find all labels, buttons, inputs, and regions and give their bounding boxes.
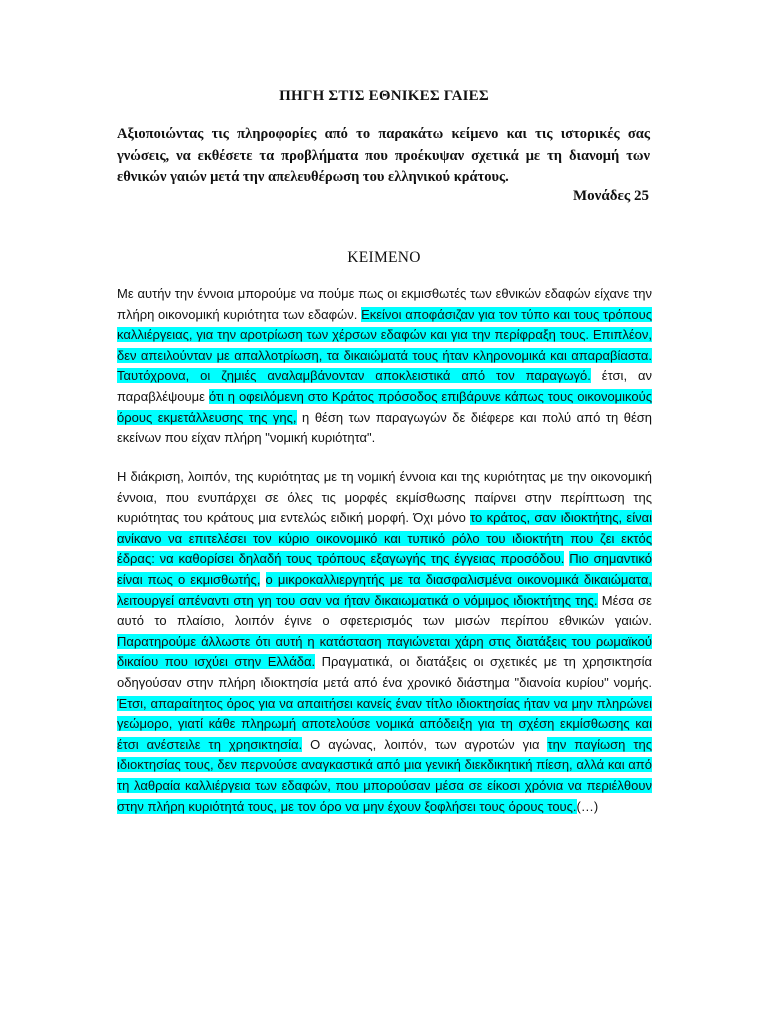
text-span: έτσι, αν παραβλέψουμε: [117, 368, 653, 404]
paragraph-2: [117, 467, 652, 817]
text-span: Η διάκριση, λοιπόν, της κυριότητας με τη νομική έννοια και της κυριότητας με την οικονομική έννοια, που ενυπάρχει σε όλες τις μορφές εκμίσθωσης παίρνει στην περίπτωση της κυριότητας του κράτους μια εντελώς ειδική μορφή. Όχι μόνο: [117, 469, 652, 526]
highlighted-text: το κράτος, σαν ιδιοκτήτης, είναι ανίκανο να επιτελέσει τον κύριο οικονομικό και τυπικό ρόλο του ιδιοκτήτη που ζει εκτός έδρας: να καθορίσει δηλαδή τους τρόπους εξαγωγής της έγγειας προσόδου.: [117, 510, 652, 567]
highlighted-text: Εκείνοι αποφάσιζαν για τον τύπο και τους τρόπους καλλιέργειας, για την αροτρίωση των χέρσων εδαφών και για την περίφραξη τους. Επιπλέον, δεν απειλούνταν με απαλλοτρίωση, τα δικαιώματά τους ήταν κληρονομικά και απαραβίαστα. Ταυτόχρονα, οι ζημιές αναλαμβάνονταν αποκλειστικά από τον παραγωγό.: [117, 306, 652, 384]
highlighted-text: Έτσι, απαραίτητος όρος για να απαιτήσει κανείς έναν τίτλο ιδιοκτησίας ήταν να μην πληρώνει γεώμορο, γιατί κάθε πληρωμή αποτελούσε νομικά απόδειξη για τη σχέση εκμίσθωσης και έτσι ανέστειλε τη χρησικτησία.: [117, 695, 652, 752]
highlighted-text: Παρατηρούμε άλλωστε ότι αυτή η κατάσταση παγιώνεται χάρη στις διατάξεις του ρωμαϊκού δικαίου που ισχύει στην Ελλάδα.: [117, 633, 652, 670]
task-instructions: Αξιοποιώντας τις πληροφορίες από το παρακάτω κείμενο και τις ιστορικές σας γνώσεις, να εκθέσετε τα προβλήματα που προέκυψαν σχετικά με τη διανομή των εθνικών γαιών μετά την απελευθέρωση του ελληνικού κράτους.: [117, 126, 650, 185]
text-span: η θέση των παραγωγών δε διέφερε και πολύ από τη θέση εκείνων που είχαν πλήρη "νομική κυριότητα".: [117, 409, 652, 446]
highlighted-text: Πιο σημαντικό είναι πως ο εκμισθωτής,: [117, 551, 652, 587]
paragraph-1: [117, 284, 652, 449]
text-span: (…): [576, 798, 599, 814]
source-heading: ΠΗΓΗ ΣΤΙΣ ΕΘΝΙΚΕΣ ΓΑΙΕΣ: [279, 88, 489, 104]
text-title: ΚΕΙΜΕΝΟ: [347, 249, 421, 266]
highlighted-text: ότι η οφειλόμενη στο Κράτος πρόσοδος επιβάρυνε κάπως τους οικονομικούς όρους εκμετάλλευσης της γης,: [117, 388, 652, 425]
text-span: Με αυτήν την έννοια μπορούμε να πούμε πως οι εκμισθωτές των εθνικών εδαφών είχανε την πλήρη οικονομική κυριότητα των εδαφών.: [117, 286, 652, 322]
text-span: Μέσα σε αυτό το πλαίσιο, λοιπόν έγινε ο σφετερισμός των μισών περίπου εθνικών γαιών.: [117, 592, 652, 629]
text-span: Πραγματικά, οι διατάξεις οι σχετικές με τη χρησικτησία οδηγούσαν στην πλήρη ιδιοκτησία μετά από ένα χρονικό διάστημα "διανοία κυρίου" νομής.: [117, 654, 652, 690]
highlighted-text: ο μικροκαλλιεργητής με τα διασφαλισμένα οικονομικά δικαιώματα, λειτουργεί απέναντι στη γη του σαν να ήταν δικαιωματικά ο νόμιμος ιδιοκτήτης της.: [117, 571, 652, 608]
marks-label: Μονάδες 25: [572, 188, 649, 204]
text-span: Ο αγώνας, λοιπόν, των αγροτών για: [302, 736, 548, 752]
highlighted-text: την παγίωση της ιδιοκτησίας τους, δεν περνούσε αναγκαστικά από μια γενική διεκδικητική πίεση, αλλά και από τη λαθραία καλλιέργεια των εδαφών, που μπορούσαν μέσα σε είκοσι χρόνια να περιέλθουν στην πλήρη κυριότητά τους, με τον όρο να μην έχουν ξοφλήσει τους όρους τους.: [117, 736, 653, 814]
text-span: [260, 572, 265, 587]
